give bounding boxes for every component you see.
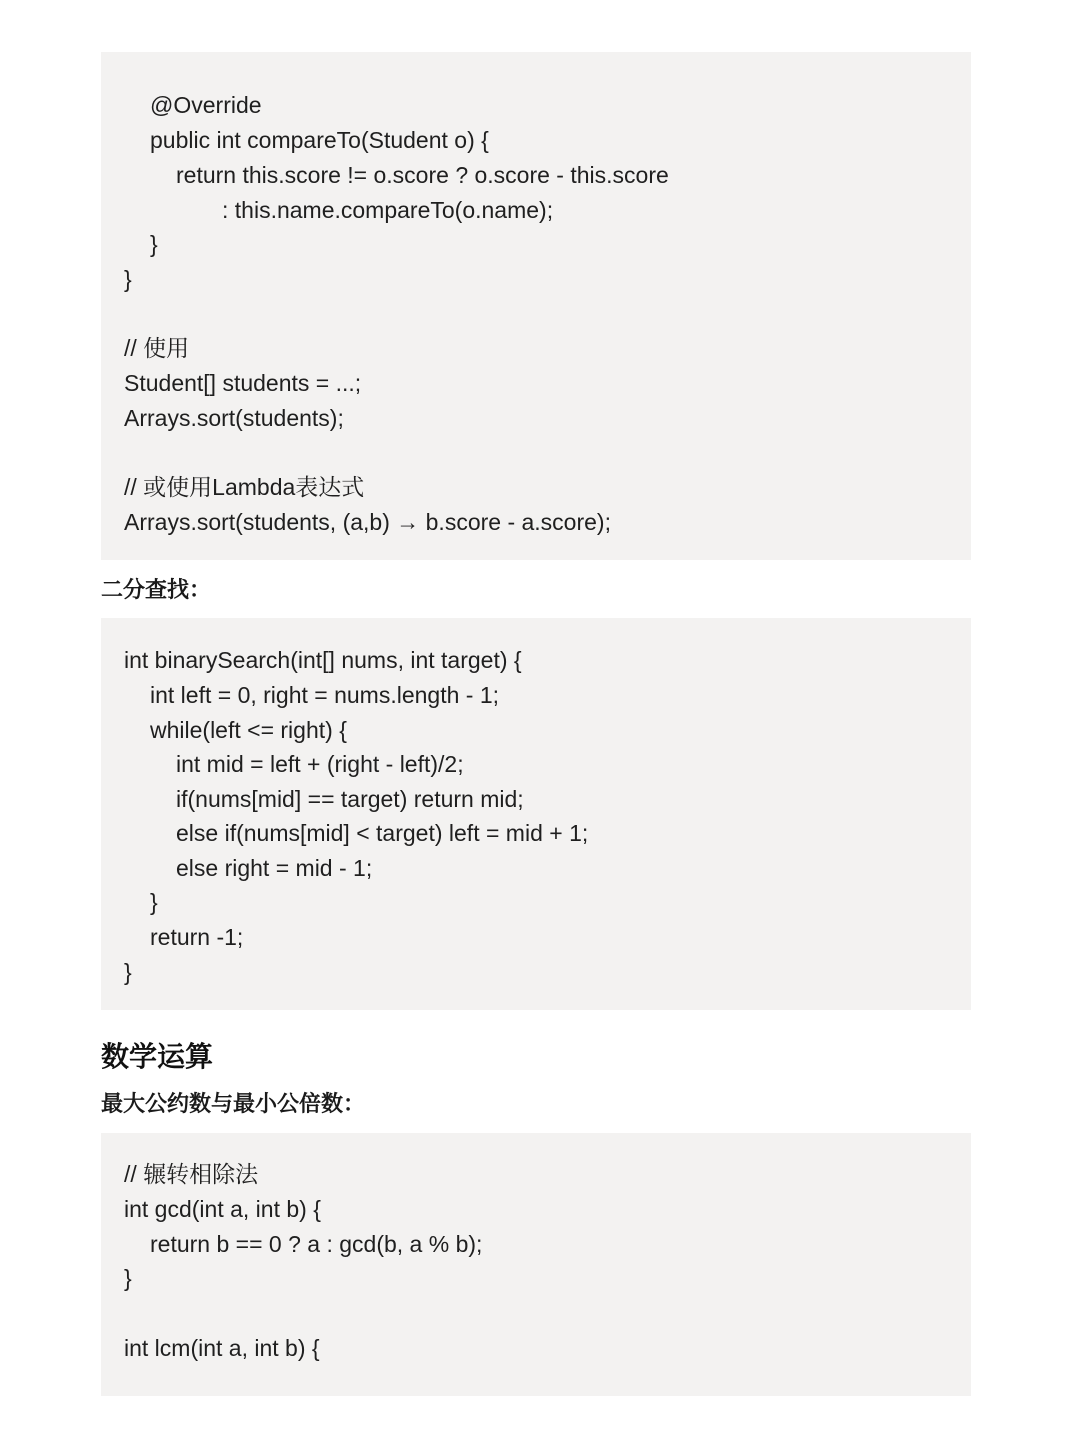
code-line: return b == 0 ? a : gcd(b, a % b); — [150, 1231, 483, 1257]
code-comment: // 辗转相除法 — [124, 1161, 259, 1187]
code-line: int mid = left + (right - left)/2; — [176, 751, 464, 777]
code-line: while(left <= right) { — [150, 717, 347, 743]
code-line: int left = 0, right = nums.length - 1; — [150, 682, 500, 708]
code-comment: // 使用 — [124, 335, 190, 361]
code-line: else right = mid - 1; — [176, 855, 373, 881]
code-line: int binarySearch(int[] nums, int target) { — [124, 647, 522, 673]
code-line: int gcd(int a, int b) { — [124, 1196, 321, 1222]
code-line: int lcm(int a, int b) { — [124, 1335, 320, 1361]
code-line: else if(nums[mid] < target) left = mid + 1; — [176, 820, 589, 846]
code-line: } — [124, 266, 132, 292]
section-label-gcd-lcm: 最大公约数与最小公倍数： — [101, 1091, 366, 1116]
code-line: } — [124, 959, 132, 985]
section-heading-math: 数学运算 — [101, 1041, 214, 1072]
code-line: Arrays.sort(students, (a,b) → b.score - a.score); — [124, 509, 611, 535]
code-line: public int compareTo(Student o) { — [150, 127, 489, 153]
code-line: } — [150, 231, 158, 257]
code-line: Student[] students = ...; — [124, 370, 362, 396]
code-line: : this.name.compareTo(o.name); — [222, 197, 554, 223]
section-label-binary-search: 二分查找： — [101, 577, 212, 602]
code-line: } — [150, 889, 158, 915]
code-line: return this.score != o.score ? o.score - this.score — [176, 162, 669, 188]
code-comment: // 或使用Lambda表达式 — [124, 474, 365, 500]
code-line: Arrays.sort(students); — [124, 405, 344, 431]
code-line: return -1; — [150, 924, 244, 950]
code-line: if(nums[mid] == target) return mid; — [176, 786, 524, 812]
code-line: } — [124, 1265, 132, 1291]
code-line: @Override — [150, 92, 262, 118]
